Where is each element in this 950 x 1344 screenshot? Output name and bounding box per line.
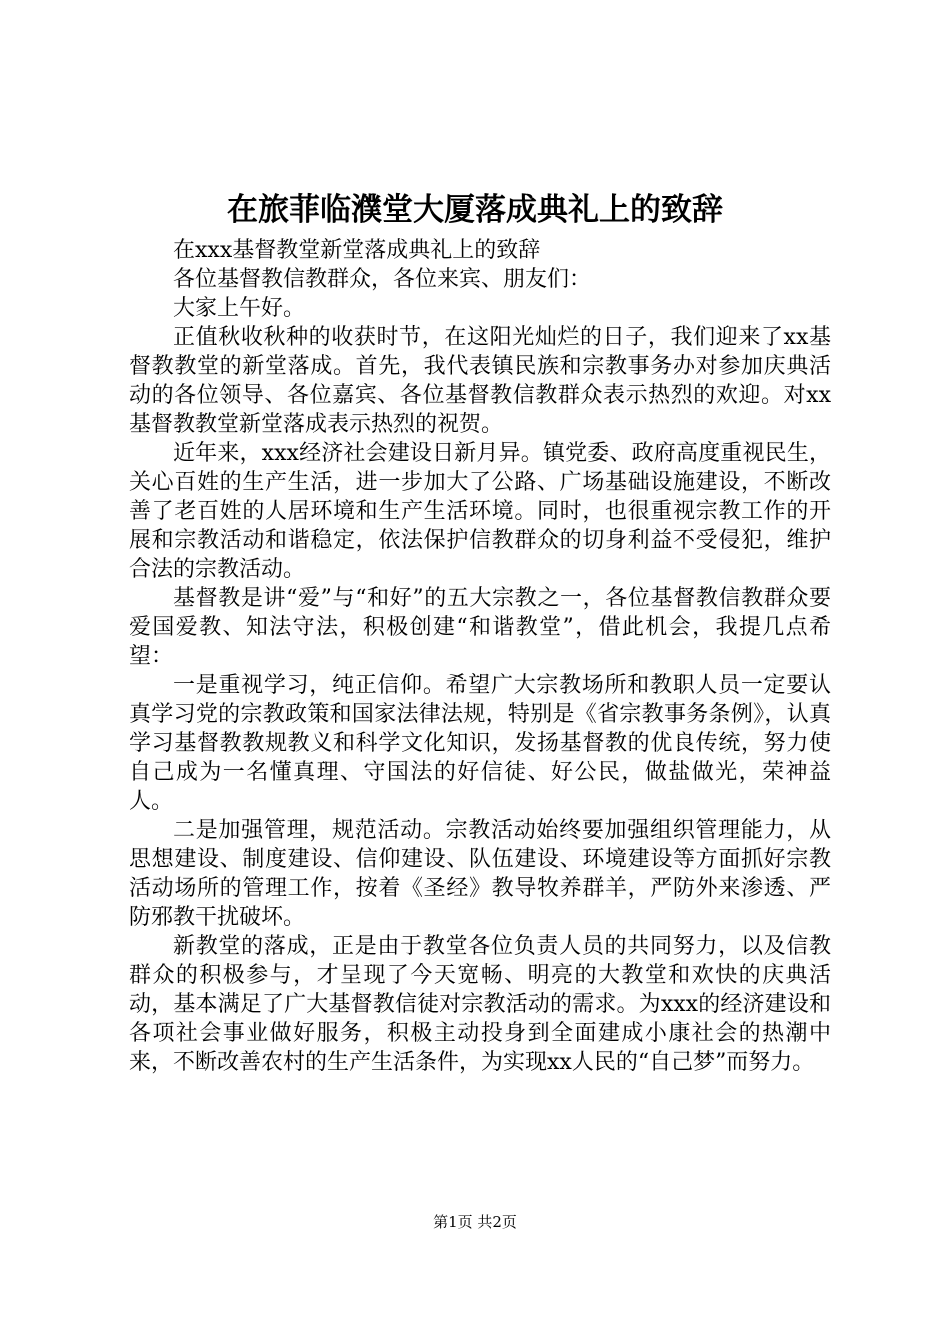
paragraph-welcome: 正值秋收秋种的收获时节，在这阳光灿烂的日子，我们迎来了xx基督教教堂的新堂落成。首先，我代表镇民族和宗教事务办对参加庆典活动的各位领导、各位嘉宾、各位基督教信教群众表示热烈的欢迎。对xx基督教教堂新堂落成表示热烈的祝贺。: [129, 325, 831, 437]
paragraph-hopes-intro: 基督教是讲“爱”与“和好”的五大宗教之一，各位基督教信教群众要爱国爱教、知法守法，积极创建“和谐教堂”，借此机会，我提几点希望：: [129, 586, 831, 669]
paragraph-hope-two: 二是加强管理，规范活动。宗教活动始终要加强组织管理能力，从思想建设、制度建设、信仰建设、队伍建设、环境建设等方面抓好宗教活动场所的管理工作，按着《圣经》教导牧养群羊，严防外来渗透、严防邪教干扰破坏。: [129, 818, 831, 930]
paragraph-heading: 在xxx基督教堂新堂落成典礼上的致辞: [173, 238, 541, 263]
paragraph-greeting: 大家上午好。: [173, 296, 306, 321]
document-body: [129, 236, 831, 1077]
page-footer: 第1页 共2页: [433, 1213, 517, 1231]
paragraph-development: 近年来，xxx经济社会建设日新月异。镇党委、政府高度重视民生，关心百姓的生产生活，进一步加大了公路、广场基础设施建设，不断改善了老百姓的人居环境和生产生活环境。同时，也很重视宗教工作的开展和宗教活动和谐稳定，依法保护信教群众的切身利益不受侵犯，维护合法的宗教活动。: [129, 441, 831, 582]
paragraph-closing: 新教堂的落成，正是由于教堂各位负责人员的共同努力，以及信教群众的积极参与，才呈现了今天宽畅、明亮的大教堂和欢快的庆典活动，基本满足了广大基督教信徒对宗教活动的需求。为xxx的经济建设和各项社会事业做好服务，积极主动投身到全面建成小康社会的热潮中来，不断改善农村的生产生活条件，为实现xx人民的“自己梦”而努力。: [129, 934, 831, 1075]
paragraph-hope-one: 一是重视学习，纯正信仰。希望广大宗教场所和教职人员一定要认真学习党的宗教政策和国家法律法规，特别是《省宗教事务条例》，认真学习基督教教规教义和科学文化知识，发扬基督教的优良传统，努力使自己成为一名懂真理、守国法的好信徒、好公民，做盐做光，荣神益人。: [129, 673, 831, 814]
document-title: 在旅菲临濮堂大厦落成典礼上的致辞: [227, 192, 723, 228]
paragraph-salutation: 各位基督教信教群众，各位来宾、朋友们：: [173, 267, 592, 292]
